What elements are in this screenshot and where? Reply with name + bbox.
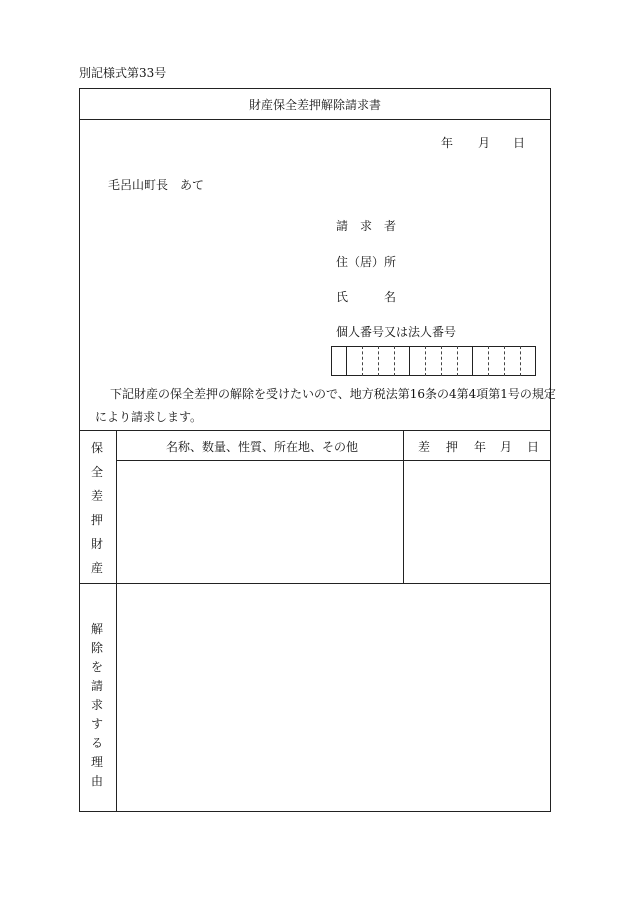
requester-name-label[interactable]: 氏 名 xyxy=(336,290,397,304)
date-month-label: 月 xyxy=(478,136,491,150)
release-reason-field[interactable] xyxy=(117,584,550,811)
request-text-line2: により請求します。 xyxy=(95,410,203,424)
id-box-divider xyxy=(472,346,473,376)
requester-heading: 請 求 者 xyxy=(336,219,397,233)
date-day-label: 日 xyxy=(513,136,526,150)
seizure-date-header-char: 月 xyxy=(500,440,513,454)
addressee: 毛呂山町長 あて xyxy=(108,178,205,192)
seizure-date-header-char: 日 xyxy=(527,440,540,454)
id-box-divider xyxy=(346,346,347,376)
requester-id-label: 個人番号又は法人番号 xyxy=(336,325,457,339)
property-description-field[interactable] xyxy=(117,461,402,582)
id-box-divider xyxy=(520,346,521,376)
id-box-divider xyxy=(457,346,458,376)
requester-address-label[interactable]: 住（居）所 xyxy=(336,255,397,269)
reason-side-label: 解 除 を 請 求 す る 理 由 xyxy=(90,622,103,788)
seizure-date-field[interactable] xyxy=(404,461,550,582)
id-box-divider xyxy=(488,346,489,376)
seizure-date-header-char: 差 xyxy=(418,440,431,454)
id-box-divider xyxy=(441,346,442,376)
id-box-divider xyxy=(394,346,395,376)
form-title: 財産保全差押解除請求書 xyxy=(248,98,381,112)
property-section-top-border xyxy=(79,430,551,431)
id-box-divider xyxy=(504,346,505,376)
request-text-line1: 下記財産の保全差押の解除を受けたいので、地方税法第16条の4第4項第1号の規定 xyxy=(110,387,556,401)
id-box-divider xyxy=(362,346,363,376)
seizure-date-header-char: 押 xyxy=(446,440,459,454)
property-side-label: 保 全 差 押 財 産 xyxy=(90,441,103,575)
id-box-divider xyxy=(425,346,426,376)
form-number: 別記様式第33号 xyxy=(79,66,167,80)
title-divider xyxy=(79,119,551,120)
property-description-header: 名称、数量、性質、所在地、その他 xyxy=(166,440,359,454)
seizure-date-header-char: 年 xyxy=(474,440,487,454)
id-box-divider xyxy=(378,346,379,376)
id-box-divider xyxy=(409,346,410,376)
date-year-label: 年 xyxy=(441,136,454,150)
